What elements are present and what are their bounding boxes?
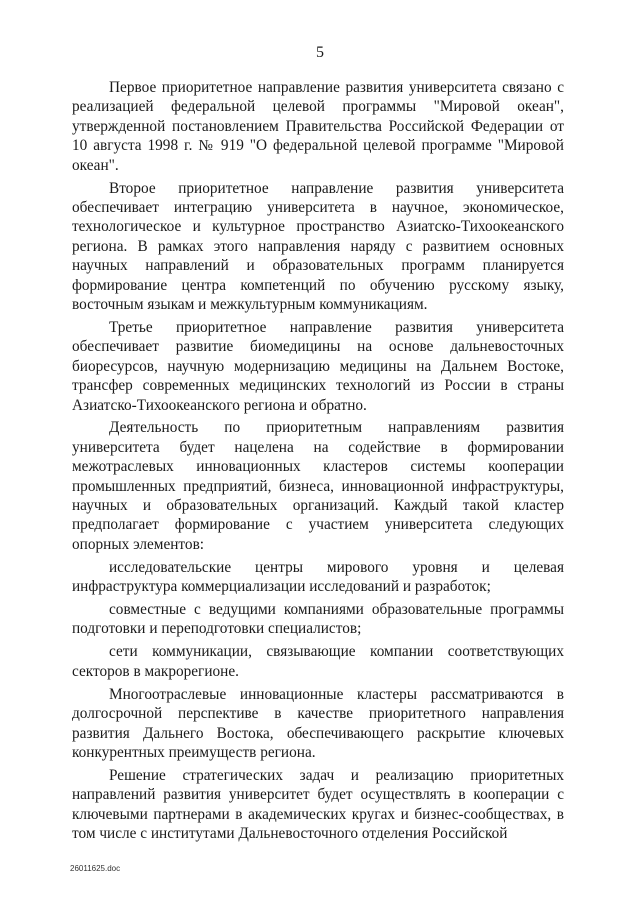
list-item-research-centers: исследовательские центры мирового уровня и целевая инфраструктура коммерциализации исследований и разработок;: [72, 558, 564, 596]
paragraph-third-priority: Третье приоритетное направление развития университета обеспечивает развитие биомедицины на основе дальневосточных биоресурсов, научную модернизацию медицины на Дальнем Востоке, трансфер современных медицинских технологий из России в страны Азиатско-Тихоокеанского региона и обратно.: [72, 318, 564, 414]
document-file-code: 26011625.doc: [70, 864, 121, 873]
paragraph-strategic-tasks: Решение стратегических задач и реализацию приоритетных направлений развития университет будет осуществлять в кооперации с ключевыми партнерами в академических кругах и бизнес-сообществах, в том числе с институтами Дальневосточного отделения Российской: [72, 766, 564, 843]
page-number: 5: [316, 44, 324, 61]
paragraph-cluster-activity: Деятельность по приоритетным направлениям развития университета будет нацелена на содействие в формировании межотраслевых инновационных кластеров системы кооперации промышленных предприятий, бизнеса, инновационной инфраструктуры, научных и образовательных организаций. Каждый такой кластер предполагает формирование с участием университета следующих опорных элементов:: [72, 419, 564, 553]
list-item-communication-networks: сети коммуникации, связывающие компании соответствующих секторов в макрорегионе.: [72, 643, 564, 680]
list-item-education-programs: совместные с ведущими компаниями образовательные программы подготовки и переподготовки специалистов;: [72, 601, 564, 638]
document-body: [72, 78, 564, 844]
paragraph-first-priority: Первое приоритетное направление развития университета связано с реализацией федеральной целевой программы "Мировой океан", утвержденной постановлением Правительства Российской Федерации от 10 августа 1998 г. № 919 "О федеральной целевой программе "Мировой океан".: [72, 79, 564, 174]
paragraph-second-priority: Второе приоритетное направление развития университета обеспечивает интеграцию университета в научное, экономическое, технологическое и культурное пространство Азиатско-Тихоокеанского региона. В рамках этого направления наряду с развитием основных научных направлений и образовательных программ планируется формирование центра компетенций по обучению русскому языку, восточным языкам и межкультурным коммуникациям.: [72, 179, 564, 313]
paragraph-multisector-clusters: Многоотраслевые инновационные кластеры рассматриваются в долгосрочной перспективе в качестве приоритетного направления развития Дальнего Востока, обеспечивающего раскрытие ключевых конкурентных преимуществ региона.: [72, 685, 564, 761]
